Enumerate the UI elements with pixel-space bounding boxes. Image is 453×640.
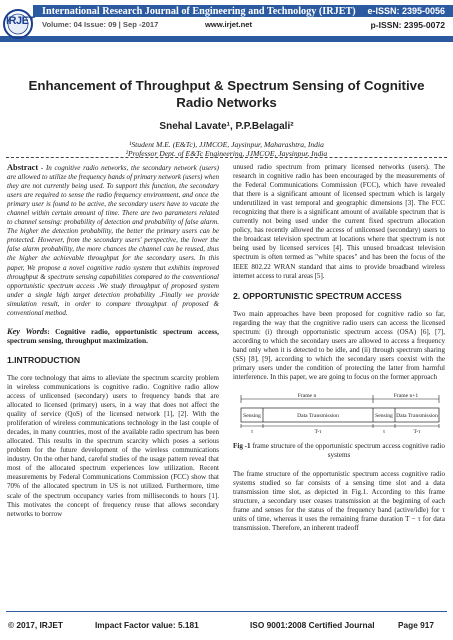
left-column (7, 163, 219, 519)
footer-copyright: © 2017, IRJET (8, 620, 63, 630)
figure-caption-label: Fig -1 (233, 441, 251, 450)
paper-title: Enhancement of Throughput & Spectrum Sensing of Cognitive Radio Networks (28, 78, 425, 110)
right-paragraph-1: unused radio spectrum from primary licensed networks (users). The research in cognitive radio has been encouraged by the measurements of the Federal Communications Commission (FCC), which have revealed that there is a significant amount of licensed spectrum which is largely underutilized in vast temporal and geographic dimensions [3]. The FCC recognizing that there is a significant amount of available spectrum that is currently not being used under the current fixed spectrum allocation policy, has recently allowed the access of unlicensed (secondary) users to the broadcast television spectrum at locations where that spectrum is not being used by licensed services [4]. This unused broadcast television spectrum is often termed as "white spaces" and has been the focus of the IEEE 802.22 WRAN standard that aims to provide broadband wireless internet access to rural areas [5]. (233, 163, 445, 280)
affiliation-1: ¹Student M.E. (E&Tc), JJMCOE, Jaysinpur, Maharashtra, India (129, 140, 324, 149)
footer-page-number: Page 917 (398, 620, 434, 630)
frame-n1-label: Frame n+1 (393, 392, 419, 399)
logo-text: IRJET (6, 15, 35, 27)
sensing-slot-1: Sensing (243, 412, 261, 419)
tau-label-2: τ (382, 428, 386, 435)
t-minus-tau-label-1: T-τ (314, 428, 322, 435)
introduction-heading: 1.INTRODUCTION (7, 354, 81, 365)
right-paragraph-2: Two main approaches have been proposed for cognitive radio so far, regarding the way that the cognitive radio users can access the licensed spectrum: (i) through opportunistic spectrum access (OSA) [6], [7], according to which the secondary users are allowed to access a frequency band only when it is detected to be idle, and (ii) through spectrum sharing (SS) [8], [9], according to which the secondary users coexist with the primary users under the condition of protecting the latter from harmful interference. In this paper, we are going to focus on the former approach (233, 309, 445, 381)
right-column (233, 163, 445, 533)
abstract-text: - In cognitive radio networks, the secondary network (users) are allowed to utilize the frequency bands of primary network (users) when they are not currently being used. To support this function, the secondary users are required to sense the radio frequency environment, and once the primary user is found to be active, the secondary users have to vacate the channel within certain amount of time. There are two parameters related to channel sensing: probability of detection and probability of false alarm. The higher the detection probability, the better the primary users can be protected. However, from the secondary users' perspective, the lower the false alarm probability, the more chances the channel can be reused, thus the higher the achievable throughput for the secondary users. In this paper, We propose a novel cognitive radio system that exhibits improved throughput & spectrum sensing capabilities compared to the conventional opportunistic spectrum access .We study throughput of proposed system under a single high target detection probability .Finally we provide simulation result, in order to compare throughput of proposed & conventional method. (7, 164, 219, 317)
footer-rule (6, 611, 447, 612)
figure-caption (233, 442, 445, 460)
footer-iso: ISO 9001:2008 Certified Journal (250, 620, 375, 630)
header-rule (0, 36, 453, 42)
keywords (7, 327, 219, 345)
figure-caption-text: frame structure of the opportunistic spectrum access cognitive radio systems (250, 441, 445, 459)
volume-issue: Volume: 04 Issue: 09 | Sep -2017 (42, 20, 159, 29)
keywords-label: Key Words (7, 326, 48, 336)
keywords-text: : Cognitive radio, opportunistic spectrum access, spectrum sensing, throughput maximization. (7, 326, 219, 345)
frame-n-label: Frame n (297, 392, 317, 399)
abstract (7, 163, 219, 318)
journal-website-link[interactable]: www.irjet.net (205, 20, 252, 29)
paper-authors: Snehal Lavate¹, P.P.Belagali² (159, 121, 294, 132)
journal-name: International Research Journal of Engineering and Technology (IRJET) (42, 6, 356, 17)
abstract-label: Abstract (7, 163, 39, 172)
affiliation-2: ²Professor Dept. of E&Tc Engineering, JJMCOE, Jaysinpur, India (125, 149, 328, 158)
title-separator (6, 157, 447, 158)
section-2-heading: 2. OPPORTUNISTIC SPECTRUM ACCESS (233, 290, 402, 301)
journal-header (0, 0, 453, 52)
tau-label-1: τ (250, 428, 254, 435)
introduction-text: The core technology that aims to alleviate the spectrum scarcity problem in wireless communications is cognitive radio. Cognitive radio allow access of unlicensed (secondary) users to frequency bands that are allocated to licensed (primary) users, in a way that does not affect the quality of service (QoS) of the licensed network [1], [2]. With the proliferation of wireless communications technology in the last couple of decades, in many countries, most of the available radio spectrum has been allocated. This results in the spectrum scarcity which poses a serious problem for the future development of the wireless communications industry. On the other hand, careful studies of the usage pattern reveal that most of the allocated spectrum experiences low utilization. Recent measurements by Federal Communications Commission (FCC) show that 70% of the allocated spectrum in US is not utilized. Furthermore, time scale of the spectrum occupancy varies from milliseconds to hours [1]. This motivates the concept of frequency reuse that allows secondary networks to borrow (7, 373, 219, 518)
data-slot-2: Data Transmission (396, 412, 438, 419)
irjet-logo (3, 4, 35, 44)
sensing-slot-2: Sensing (375, 412, 393, 419)
footer-impact-factor: Impact Factor value: 5.181 (95, 620, 199, 630)
p-issn: p-ISSN: 2395-0072 (370, 20, 445, 30)
figure-1 (233, 390, 445, 466)
e-issn: e-ISSN: 2395-0056 (367, 6, 445, 16)
right-paragraph-3: The frame structure of the opportunistic spectrum access cognitive radio systems studied so far consists of a sensing time slot and a data transmission time slot, as depicted in Fig.1. According to this frame structure, a secondary user ceases transmission at the beginning of each frame and senses for the status of the frequency band (active/idle) for τ units of time, whereas it uses the remaining frame duration T − τ for data transmission. Therefore, an inherent tradeoff (233, 469, 445, 533)
data-slot-1: Data Transmission (297, 412, 339, 419)
t-minus-tau-label-2: T-τ (413, 428, 421, 435)
